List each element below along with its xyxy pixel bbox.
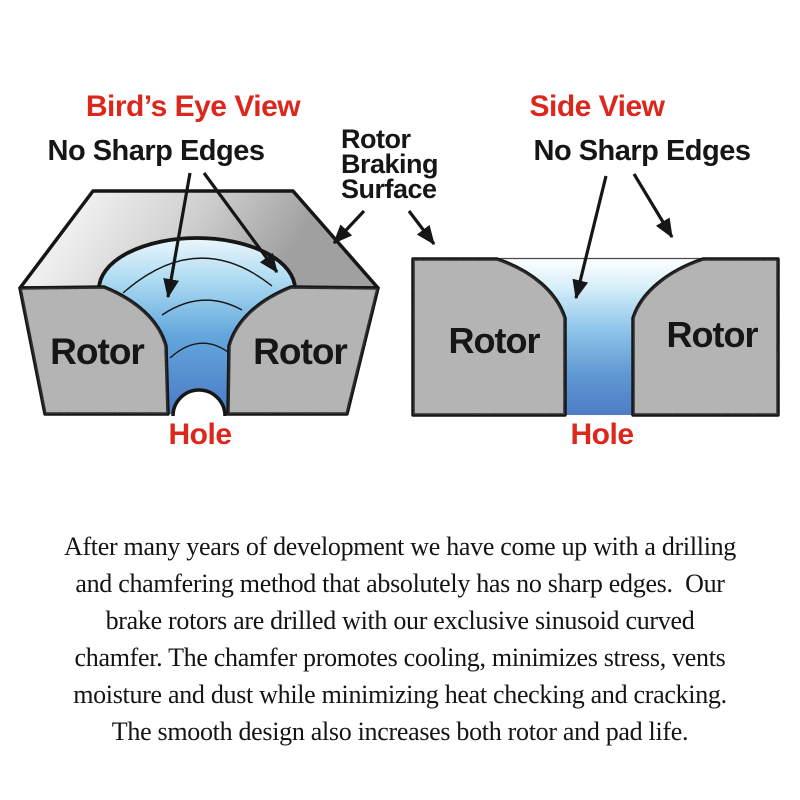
birdseye-title: Bird’s Eye View — [85, 90, 301, 123]
description-line: After many years of development we have come up with a drilling — [63, 532, 737, 561]
sideview-hole-label: Hole — [570, 418, 634, 451]
description-paragraph — [0, 528, 800, 750]
description-line: brake rotors are drilled with our exclusive sinusoid curved — [105, 606, 695, 635]
description-line: The smooth design also increases both rotor and pad life. — [111, 717, 689, 746]
sideview-rotor-label-right: Rotor — [666, 314, 758, 355]
rotor-braking-surface-line3: Surface — [341, 174, 437, 204]
description-line: moisture and dust while minimizing heat checking and cracking. — [73, 680, 727, 709]
rotor-braking-surface-line2: Braking — [341, 149, 439, 179]
arrow-braking-surface-to-sideview — [409, 211, 434, 244]
description-line: chamfer. The chamfer promotes cooling, minimizes stress, vents — [74, 643, 726, 672]
rotor-braking-surface-line1: Rotor — [341, 124, 411, 154]
description-line: and chamfering method that absolutely has no sharp edges. Our — [75, 569, 725, 598]
birdseye-rotor-label-right: Rotor — [253, 331, 347, 372]
birdseye-hole-label: Hole — [168, 418, 232, 451]
no-sharp-edges-label-left: No Sharp Edges — [47, 135, 265, 167]
rotor-braking-surface-label — [341, 124, 439, 204]
no-sharp-edges-label-right: No Sharp Edges — [533, 135, 751, 167]
birdseye-rotor-label-left: Rotor — [50, 331, 144, 372]
arrow-braking-surface-to-birdseye — [334, 211, 364, 243]
birdseye-diagram — [20, 191, 378, 416]
sideview-title: Side View — [529, 90, 665, 123]
sideview-rotor-label-left: Rotor — [448, 320, 540, 361]
arrow-nse-right-to-right-chamfer — [634, 174, 672, 237]
